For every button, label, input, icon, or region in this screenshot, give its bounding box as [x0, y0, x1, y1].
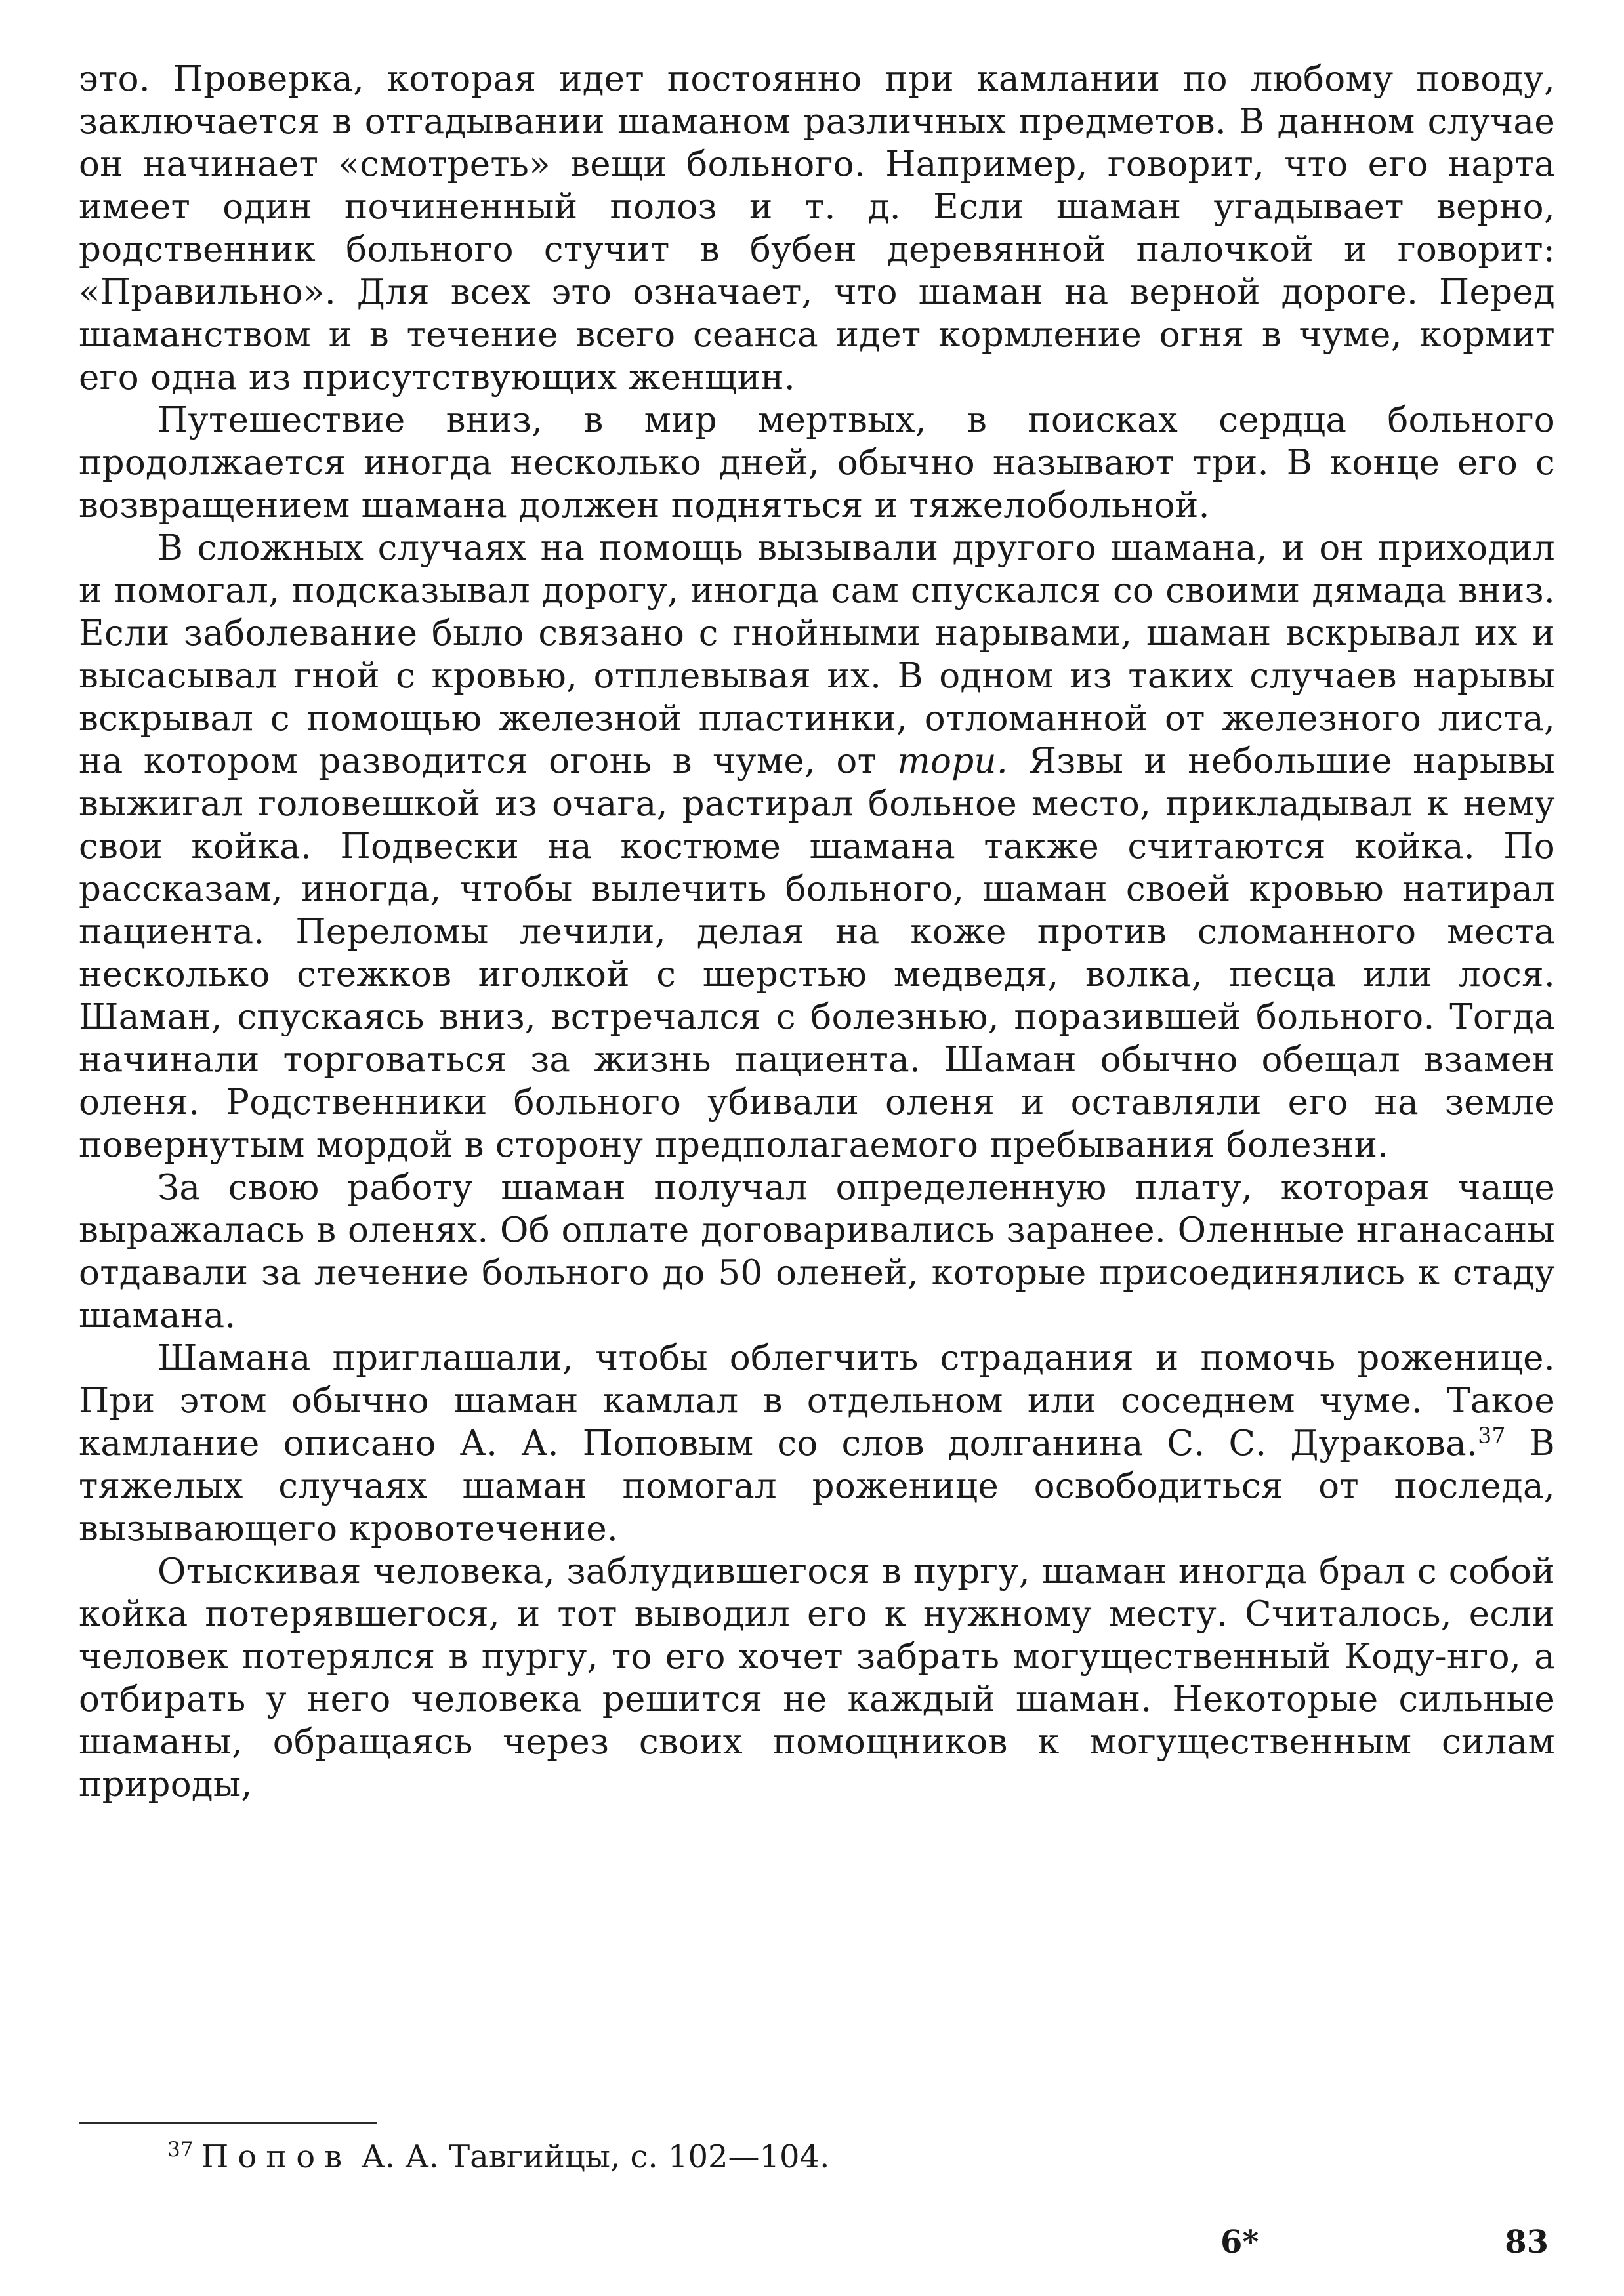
paragraph-3-italic-term: тори.: [897, 741, 1009, 781]
paragraph-3-text-a: В сложных случаях на помощь вызывали другого шамана, и он приходил и помогал, подсказывал дорогу, иногда сам спускался со своими дямада вниз. Если заболевание было связано с гнойными нарывами, шаман вскрывал их и высасывал гной с кровью, отплевывая их. В одном из таких случаев нарывы вскрывал с помощью железной пластинки, отломанной от железного листа, на котором разводится огонь в чуме, от: [79, 528, 1555, 781]
footnote-number: 37: [167, 2138, 194, 2162]
footnote-divider: [79, 2122, 377, 2124]
footnote-citation: А. А. Тавгийцы, с. 102—104.: [361, 2139, 830, 2175]
paragraph-2: [79, 399, 1555, 527]
paragraph-5-text-a: Шамана приглашали, чтобы облегчить страдания и помочь роженице. При этом обычно шаман камлал в отдельном или соседнем чуме. Такое камлание описано А. А. Поповым со слов долганина С. С. Дуракова.: [79, 1338, 1555, 1464]
paragraph-5-text-b: В тяжелых случаях шаман помогал роженице освободиться от последа, вызывающего кровотечение.: [79, 1424, 1555, 1549]
paragraph-2-text: Путешествие вниз, в мир мертвых, в поисках сердца больного продолжается иногда несколько дней, обычно называют три. В конце его с возвращением шамана должен подняться и тяжелобольной.: [79, 400, 1555, 525]
signature-mark: 6*: [1220, 2224, 1259, 2261]
paragraph-6-text: Отыскивая человека, заблудившегося в пургу, шаман иногда брал с собой койка потерявшегося, и тот выводил его к нужному месту. Считалось, если человек потерялся в пургу, то его хочет забрать могущественный Коду-нго, а отбирать у него человека решится не каждый шаман. Некоторые сильные шаманы, обращаясь через своих помощников к могущественным силам природы,: [79, 1551, 1555, 1805]
paragraph-1: [79, 58, 1555, 399]
page-body: [79, 58, 1555, 1806]
page-number: 83: [1505, 2224, 1549, 2261]
footnote-reference[interactable]: 37: [1478, 1422, 1506, 1448]
paragraph-3-text-b: Язвы и небольшие нарывы выжигал головешкой из очага, растирал больное место, прикладывал к нему свои койка. Подвески на костюме шамана также считаются койка. По рассказам, иногда, чтобы вылечить больного, шаман своей кровью натирал пациента. Переломы лечили, делая на коже против сломанного места несколько стежков иголкой с шерстью медведя, волка, песца или лося. Шаман, спускаясь вниз, встречался с болезнью, поразившей больного. Тогда начинали торговаться за жизнь пациента. Шаман обычно обещал взамен оленя. Родственники больного убивали оленя и оставляли его на земле повернутым мордой в сторону предполагаемого пребывания болезни.: [79, 741, 1555, 1165]
footnote-author: Попов: [201, 2139, 352, 2175]
paragraph-4-text: За свою работу шаман получал определенную плату, которая чаще выражалась в оленях. Об оплате договаривались заранее. Оленные нганасаны отдавали за лечение больного до 50 оленей, которые присоединялись к стаду шамана.: [79, 1168, 1555, 1336]
paragraph-3: [79, 527, 1555, 1166]
paragraph-6: [79, 1550, 1555, 1806]
paragraph-4: [79, 1166, 1555, 1337]
paragraph-1-text: это. Проверка, которая идет постоянно при камлании по любому поводу, заключается в отгадывании шаманом различных предметов. В данном случае он начинает «смотреть» вещи больного. Например, говорит, что его нарта имеет один починенный полоз и т. д. Если шаман угадывает верно, родственник больного стучит в бубен деревянной палочкой и говорит: «Правильно». Для всех это означает, что шаман на верной дороге. Перед шаманством и в течение всего сеанса идет кормление огня в чуме, кормит его одна из присутствующих женщин.: [79, 59, 1555, 398]
paragraph-5: [79, 1337, 1555, 1550]
footnote: [167, 2137, 1545, 2177]
